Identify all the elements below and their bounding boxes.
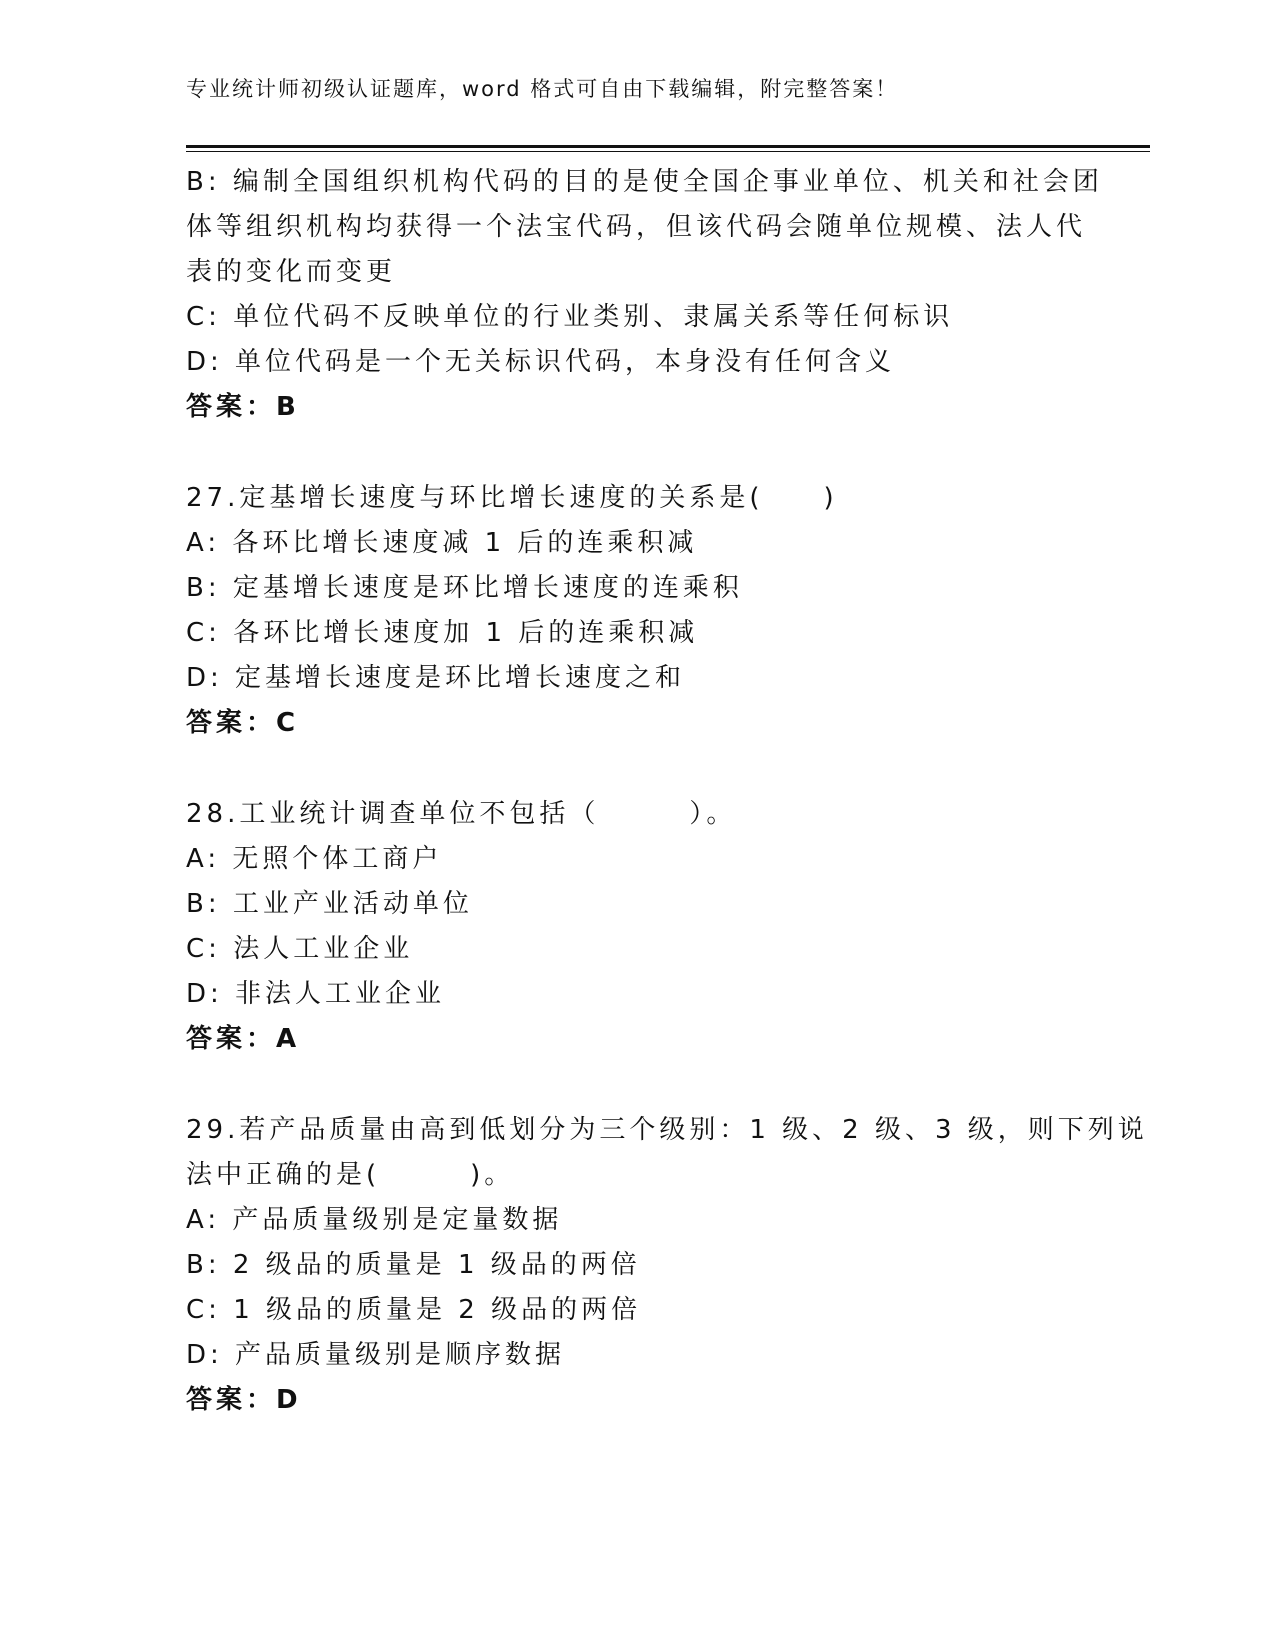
question-stem: 29.若产品质量由高到低划分为三个级别：1 级、2 级、3 级，则下列说 bbox=[186, 1115, 1148, 1145]
option-line: D: 单位代码是一个无关标识代码，本身没有任何含义 bbox=[186, 347, 896, 377]
option-line: C: 单位代码不反映单位的行业类别、隶属关系等任何标识 bbox=[186, 302, 954, 332]
option-line: C: 1 级品的质量是 2 级品的两倍 bbox=[186, 1295, 642, 1325]
question-stem: 27.定基增长速度与环比增长速度的关系是( ) bbox=[186, 483, 838, 513]
option-line: A: 各环比增长速度减 1 后的连乘积减 bbox=[186, 528, 698, 558]
option-line: 表的变化而变更 bbox=[186, 257, 397, 287]
answer-line: 答案：B bbox=[186, 392, 300, 422]
option-line: C: 法人工业企业 bbox=[186, 934, 414, 964]
option-line: D: 定基增长速度是环比增长速度之和 bbox=[186, 663, 686, 693]
question-stem: 法中正确的是( )。 bbox=[186, 1160, 515, 1190]
header-rule-thin bbox=[186, 151, 1150, 152]
option-line: C: 各环比增长速度加 1 后的连乘积减 bbox=[186, 618, 699, 648]
option-line: A: 无照个体工商户 bbox=[186, 844, 443, 874]
question-28 bbox=[186, 792, 1086, 1062]
option-line: B: 2 级品的质量是 1 级品的两倍 bbox=[186, 1250, 641, 1280]
answer-line: 答案：A bbox=[186, 1024, 301, 1054]
question-stem: 28.工业统计调查单位不包括（ ）。 bbox=[186, 799, 737, 829]
question-29 bbox=[186, 1108, 1148, 1423]
option-line: A: 产品质量级别是定量数据 bbox=[186, 1205, 563, 1235]
question-content bbox=[186, 160, 1148, 1423]
prev-question bbox=[186, 160, 1103, 430]
answer-line: 答案：D bbox=[186, 1385, 302, 1415]
option-line: D: 产品质量级别是顺序数据 bbox=[186, 1340, 566, 1370]
answer-line: 答案：C bbox=[186, 708, 300, 738]
option-line: B: 编制全国组织机构代码的目的是使全国企事业单位、机关和社会团 bbox=[186, 167, 1103, 197]
header-rule-thick bbox=[186, 145, 1150, 148]
option-line: D: 非法人工业企业 bbox=[186, 979, 446, 1009]
page-header: 专业统计师初级认证题库，word 格式可自由下载编辑，附完整答案！ bbox=[186, 77, 899, 101]
option-line: B: 定基增长速度是环比增长速度的连乘积 bbox=[186, 573, 743, 603]
option-line: 体等组织机构均获得一个法宝代码，但该代码会随单位规模、法人代 bbox=[186, 212, 1087, 242]
option-line: B: 工业产业活动单位 bbox=[186, 889, 473, 919]
question-27 bbox=[186, 476, 1086, 746]
